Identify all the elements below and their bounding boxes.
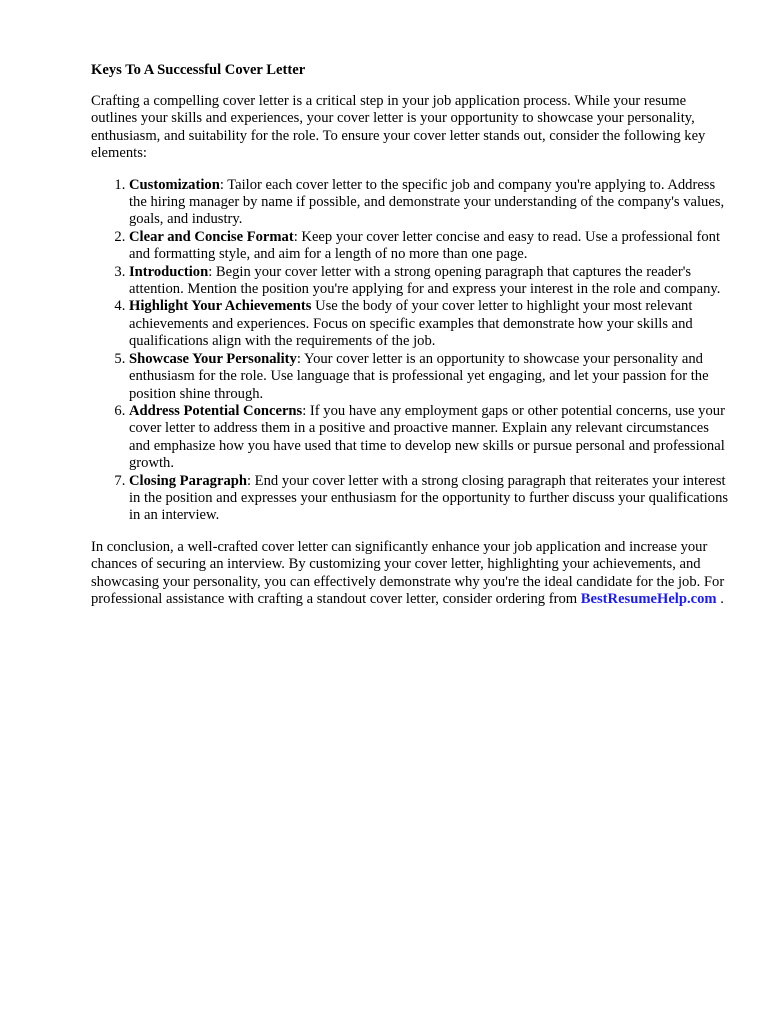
item-title: Address Potential Concerns <box>129 402 303 419</box>
list-item <box>129 351 731 403</box>
item-text: : End your cover letter with a strong closing paragraph that reiterates your interest in the position and expresses your enthusiasm for the opportunity to further discuss your qualifications in an interview. <box>129 472 729 524</box>
list-item <box>129 298 731 350</box>
conclusion-end: . <box>716 590 724 607</box>
item-text: : Your cover letter is an opportunity to showcase your personality and enthusiasm for the role. Use language that is professional yet engaging, and let your passion for the position shine through. <box>129 350 709 402</box>
conclusion-text: In conclusion, a well-crafted cover letter can significantly enhance your job application and increase your chances of securing an interview. By customizing your cover letter, highlighting your achievements, and showcasing your personality, you can effectively demonstrate why you're the ideal candidate for the job. For professional assistance with crafting a standout cover letter, consider ordering from <box>91 538 725 607</box>
document-title: Keys To A Successful Cover Letter <box>91 62 306 78</box>
item-title: Showcase Your Personality <box>129 350 297 367</box>
item-text: : Tailor each cover letter to the specific job and company you're applying to. Address the hiring manager by name if possible, and demonstrate your understanding of the company's values, goals, and industry. <box>129 176 725 228</box>
list-item <box>129 473 731 525</box>
item-text: : Keep your cover letter concise and easy to read. Use a professional font and formatting style, and aim for a length of no more than one page. <box>129 228 721 263</box>
document-page <box>91 56 731 608</box>
intro-paragraph: Crafting a compelling cover letter is a critical step in your job application process. While your resume outlines your skills and experiences, your cover letter is your opportunity to showcase your personality, enthusiasm, and suitability for the role. To ensure your cover letter stands out, consider the following key elements: <box>91 93 706 162</box>
list-item <box>129 264 731 299</box>
key-elements-list <box>91 177 731 525</box>
list-item <box>129 403 731 473</box>
conclusion-paragraph <box>91 539 731 609</box>
item-title: Introduction <box>129 263 209 280</box>
item-title: Clear and Concise Format <box>129 228 294 245</box>
list-item <box>129 229 731 264</box>
item-text: : Begin your cover letter with a strong opening paragraph that captures the reader's attention. Mention the position you're applying for and express your interest in the role and company. <box>129 263 721 298</box>
item-text: Use the body of your cover letter to highlight your most relevant achievements and experiences. Focus on specific examples that demonstrate how your skills and qualifications align with the requirements of the job. <box>129 298 693 350</box>
item-title: Highlight Your Achievements <box>129 298 312 315</box>
list-item <box>129 177 731 229</box>
item-title: Customization <box>129 176 220 193</box>
best-resume-help-link[interactable]: BestResumeHelp.com <box>580 590 717 607</box>
item-text: : If you have any employment gaps or other potential concerns, use your cover letter to address them in a positive and proactive manner. Explain any relevant circumstances and emphasize how you have used that time to develop new skills or pursue personal and professional growth. <box>129 402 725 472</box>
item-title: Closing Paragraph <box>129 472 247 489</box>
